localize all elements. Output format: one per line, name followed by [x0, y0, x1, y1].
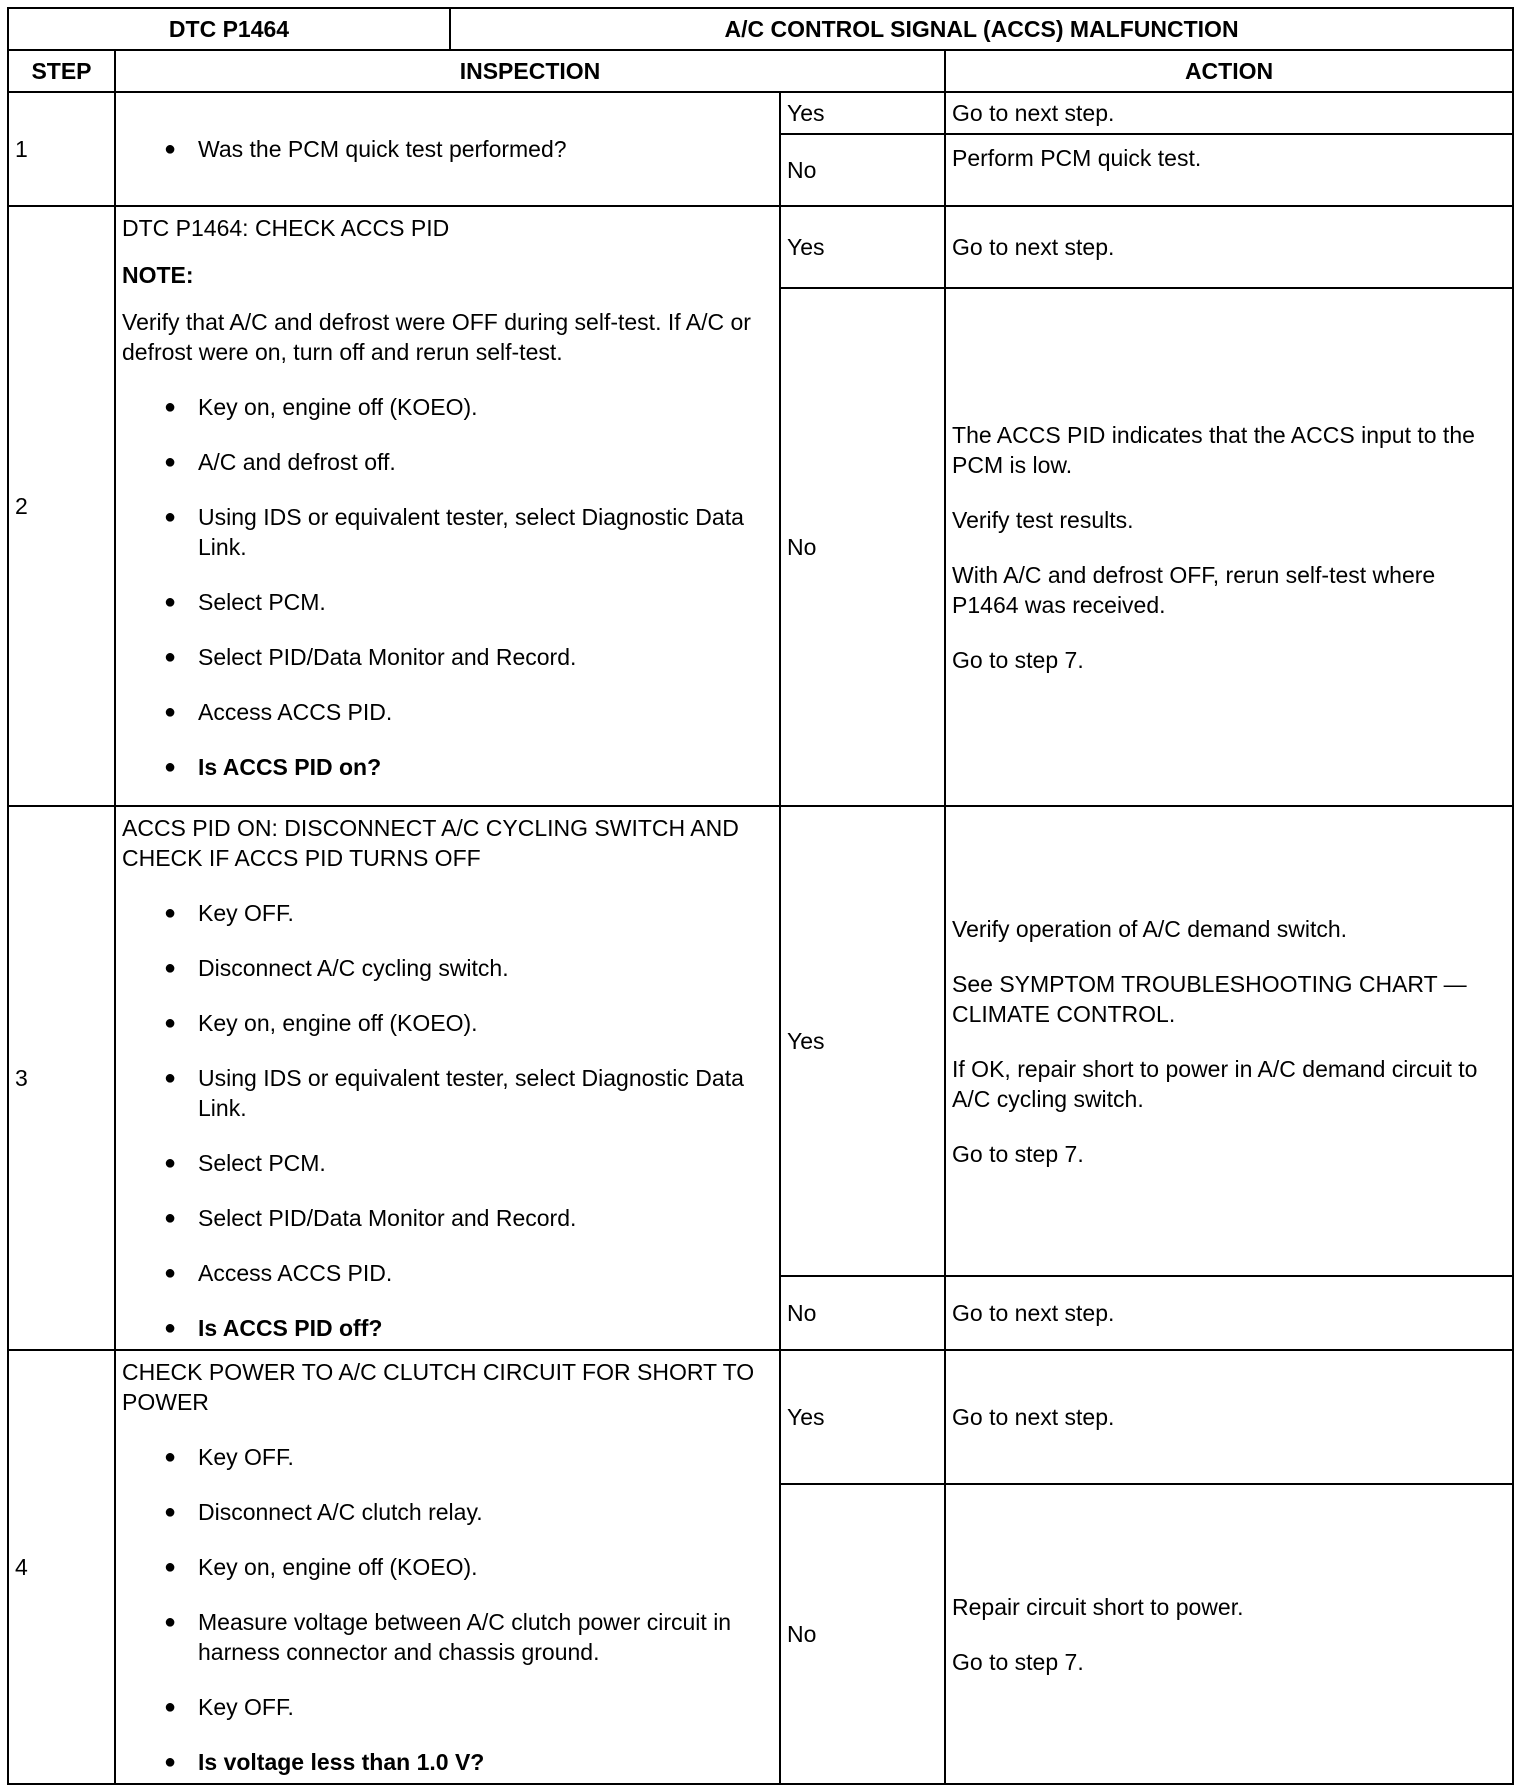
- step-title: CHECK POWER TO A/C CLUTCH CIRCUIT FOR SHORT TO POWER: [122, 1359, 755, 1415]
- bullet-icon: ●: [164, 591, 177, 613]
- action-cell: Repair circuit short to power. Go to step 7.: [945, 1484, 1513, 1784]
- bullet-icon: ●: [164, 646, 177, 668]
- bullet-icon: ●: [164, 138, 177, 160]
- note-label: NOTE:: [122, 262, 194, 288]
- action-cell: Verify operation of A/C demand switch. See SYMPTOM TROUBLESHOOTING CHART — CLIMATE CONTROL. If OK, repair short to power in A/C demand circuit to A/C cycling switch. Go to step 7.: [945, 806, 1513, 1276]
- inspection-bullet: ● Key on, engine off (KOEO).: [164, 1554, 478, 1580]
- step-title: ACCS PID ON: DISCONNECT A/C CYCLING SWITCH AND CHECK IF ACCS PID TURNS OFF: [122, 815, 739, 871]
- bullet-icon: ●: [164, 1067, 177, 1089]
- yes-label: Yes: [780, 92, 945, 134]
- no-label: No: [780, 1484, 945, 1784]
- no-label: No: [780, 288, 945, 806]
- step-title: DTC P1464: CHECK ACCS PID: [122, 215, 450, 241]
- inspection-cell: [115, 206, 780, 806]
- bullet-icon: ●: [164, 957, 177, 979]
- bullet-icon: ●: [164, 701, 177, 723]
- column-header-inspection: INSPECTION: [115, 50, 945, 92]
- action-cell: Go to next step.: [945, 92, 1513, 134]
- inspection-bullet: ● Using IDS or equivalent tester, select Diagnostic Data Link.: [164, 504, 744, 560]
- inspection-bullet: ● Key OFF.: [164, 1694, 294, 1720]
- inspection-bullet: ● Select PCM.: [164, 589, 326, 615]
- bullet-icon: ●: [164, 506, 177, 528]
- bullet-icon: ●: [164, 1446, 177, 1468]
- inspection-bullet: ● Using IDS or equivalent tester, select Diagnostic Data Link.: [164, 1065, 744, 1121]
- dtc-title-cell: A/C CONTROL SIGNAL (ACCS) MALFUNCTION: [450, 8, 1513, 50]
- action-cell: Go to next step.: [945, 1276, 1513, 1350]
- column-header-action: ACTION: [945, 50, 1513, 92]
- inspection-cell: [115, 1350, 780, 1784]
- bullet-icon: ●: [164, 1012, 177, 1034]
- inspection-bullet: ● A/C and defrost off.: [164, 449, 396, 475]
- yes-label: Yes: [780, 206, 945, 288]
- step-number: 4: [8, 1350, 115, 1784]
- inspection-question: ● Is ACCS PID off?: [164, 1315, 383, 1341]
- bullet-icon: ●: [164, 1317, 177, 1339]
- inspection-bullet: ● Select PID/Data Monitor and Record.: [164, 1205, 577, 1231]
- action-cell: Go to next step.: [945, 206, 1513, 288]
- bullet-icon: ●: [164, 1152, 177, 1174]
- inspection-bullet: ● Key OFF.: [164, 1444, 294, 1470]
- inspection-bullet: ● Key OFF.: [164, 900, 294, 926]
- bullet-icon: ●: [164, 1262, 177, 1284]
- inspection-bullet: ● Access ACCS PID.: [164, 1260, 393, 1286]
- inspection-bullet: ● Access ACCS PID.: [164, 699, 393, 725]
- dtc-code-cell: DTC P1464: [8, 8, 450, 50]
- no-label: No: [780, 134, 945, 206]
- step-number: 2: [8, 206, 115, 806]
- inspection-cell: [115, 806, 780, 1350]
- inspection-bullet: ● Disconnect A/C clutch relay.: [164, 1499, 483, 1525]
- step-1-yes-row: [8, 92, 1513, 134]
- bullet-icon: ●: [164, 1556, 177, 1578]
- yes-label: Yes: [780, 1350, 945, 1484]
- bullet-icon: ●: [164, 1207, 177, 1229]
- inspection-bullet: ● Was the PCM quick test performed?: [164, 136, 567, 162]
- yes-label: Yes: [780, 806, 945, 1276]
- bullet-icon: ●: [164, 396, 177, 418]
- bullet-icon: ●: [164, 1696, 177, 1718]
- inspection-bullet: ● Key on, engine off (KOEO).: [164, 1010, 478, 1036]
- inspection-question: ● Is ACCS PID on?: [164, 754, 382, 780]
- step-number: 1: [8, 92, 115, 206]
- dtc-table: [7, 7, 1514, 1785]
- bullet-icon: ●: [164, 1611, 177, 1633]
- inspection-bullet: ● Key on, engine off (KOEO).: [164, 394, 478, 420]
- inspection-bullet: ● Measure voltage between A/C clutch power circuit in harness connector and chassis ground.: [164, 1609, 732, 1665]
- inspection-bullet: ● Select PCM.: [164, 1150, 326, 1176]
- inspection-question: ● Is voltage less than 1.0 V?: [164, 1749, 485, 1775]
- step-2-yes-row: [8, 206, 1513, 288]
- action-cell: The ACCS PID indicates that the ACCS input to the PCM is low. Verify test results. With A/C and defrost OFF, rerun self-test where P1464 was received. Go to step 7.: [945, 288, 1513, 806]
- step-3-yes-row: [8, 806, 1513, 1276]
- bullet-icon: ●: [164, 451, 177, 473]
- step-4-yes-row: [8, 1350, 1513, 1484]
- inspection-cell: [115, 92, 780, 206]
- no-label: No: [780, 1276, 945, 1350]
- note-text: Verify that A/C and defrost were OFF during self-test. If A/C or defrost were on, turn off and rerun self-test.: [122, 309, 751, 365]
- inspection-bullet: ● Select PID/Data Monitor and Record.: [164, 644, 577, 670]
- bullet-icon: ●: [164, 1501, 177, 1523]
- column-header-row: [8, 50, 1513, 92]
- bullet-icon: ●: [164, 756, 177, 778]
- step-number: 3: [8, 806, 115, 1350]
- bullet-icon: ●: [164, 1751, 177, 1773]
- action-cell: Go to next step.: [945, 1350, 1513, 1484]
- column-header-step: STEP: [8, 50, 115, 92]
- inspection-bullet: ● Disconnect A/C cycling switch.: [164, 955, 509, 981]
- action-cell: Perform PCM quick test.: [945, 134, 1513, 206]
- bullet-icon: ●: [164, 902, 177, 924]
- title-row: [8, 8, 1513, 50]
